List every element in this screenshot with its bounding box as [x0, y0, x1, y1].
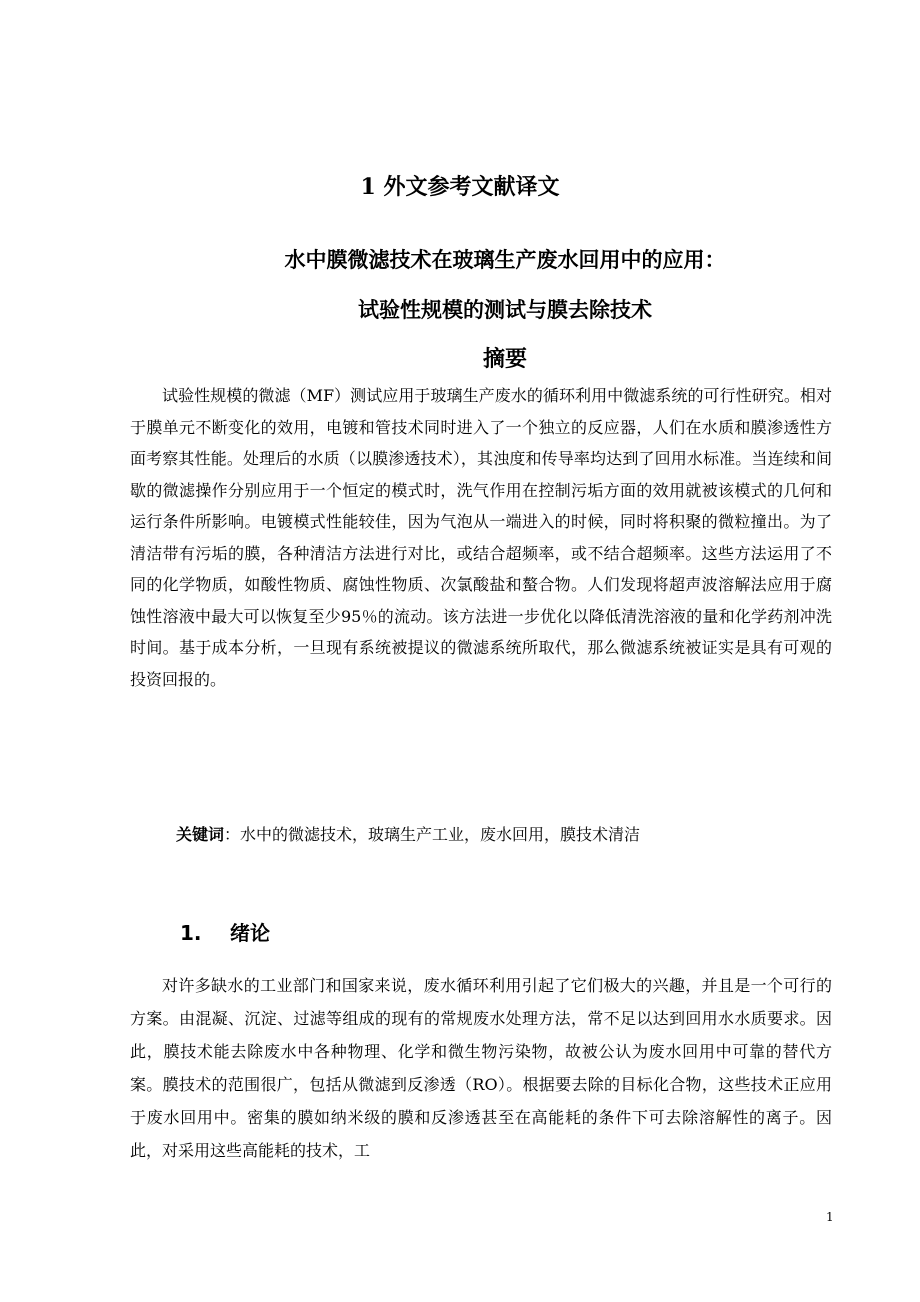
- introduction-heading: [180, 917, 270, 946]
- section-heading: 1 外文参考文献译文: [360, 174, 560, 200]
- keywords-label: 关键词: [176, 825, 225, 844]
- keywords-text: ：水中的微滤技术，玻璃生产工业，废水回用，膜技术清洁: [224, 825, 641, 844]
- page-number: 1: [826, 1210, 834, 1224]
- abstract-paragraph: 试验性规模的微滤（MF）测试应用于玻璃生产废水的循环利用中微滤系统的可行性研究。相对于膜单元不断变化的效用，电镀和管技术同时进入了一个独立的反应器，人们在水质和膜渗透性方面考察其性能。处理后的水质（以膜渗透技术），其浊度和传导率均达到了回用水标准。当连续和间歇的微滤操作分别应用于一个恒定的模式时，洗气作用在控制污垢方面的效用就被该模式的几何和运行条件所影响。电镀模式性能较佳，因为气泡从一端进入的时候，同时将积聚的微粒撞出。为了清洁带有污垢的膜，各种清洁方法进行对比，或结合超频率，或不结合超频率。这些方法运用了不同的化学物质，如酸性物质、腐蚀性物质、次氯酸盐和螯合物。人们发现将超声波溶解法应用于腐蚀性溶液中最大可以恢复至少95％的流动。该方法进一步优化以降低清洗溶液的量和化学药剂冲洗时间。基于成本分析，一旦现有系统被提议的微滤系统所取代，那么微滤系统被证实是具有可观的投资回报的。: [130, 386, 832, 689]
- paper-title-line-2: 试验性规模的测试与膜去除技术: [358, 298, 652, 322]
- introduction-number: 1.: [180, 921, 202, 945]
- keywords-line: [176, 821, 640, 849]
- introduction-paragraph: 对许多缺水的工业部门和国家来说，废水循环利用引起了它们极大的兴趣，并且是一个可行的方案。由混凝、沉淀、过滤等组成的现有的常规废水处理方法，常不足以达到回用水水质要求。因此，膜技术能去除废水中各种物理、化学和微生物污染物，故被公认为废水回用中可靠的替代方案。膜技术的范围很广，包括从微滤到反渗透（RO）。根据要去除的目标化合物，这些技术正应用于废水回用中。密集的膜如纳米级的膜和反渗透甚至在高能耗的条件下可去除溶解性的离子。因此，对采用这些高能耗的技术，工: [130, 976, 832, 1160]
- abstract-heading: 摘要: [482, 347, 527, 372]
- paper-title-line-1: 水中膜微滤技术在玻璃生产废水回用中的应用：: [284, 248, 726, 272]
- introduction-title: 绪论: [230, 921, 270, 945]
